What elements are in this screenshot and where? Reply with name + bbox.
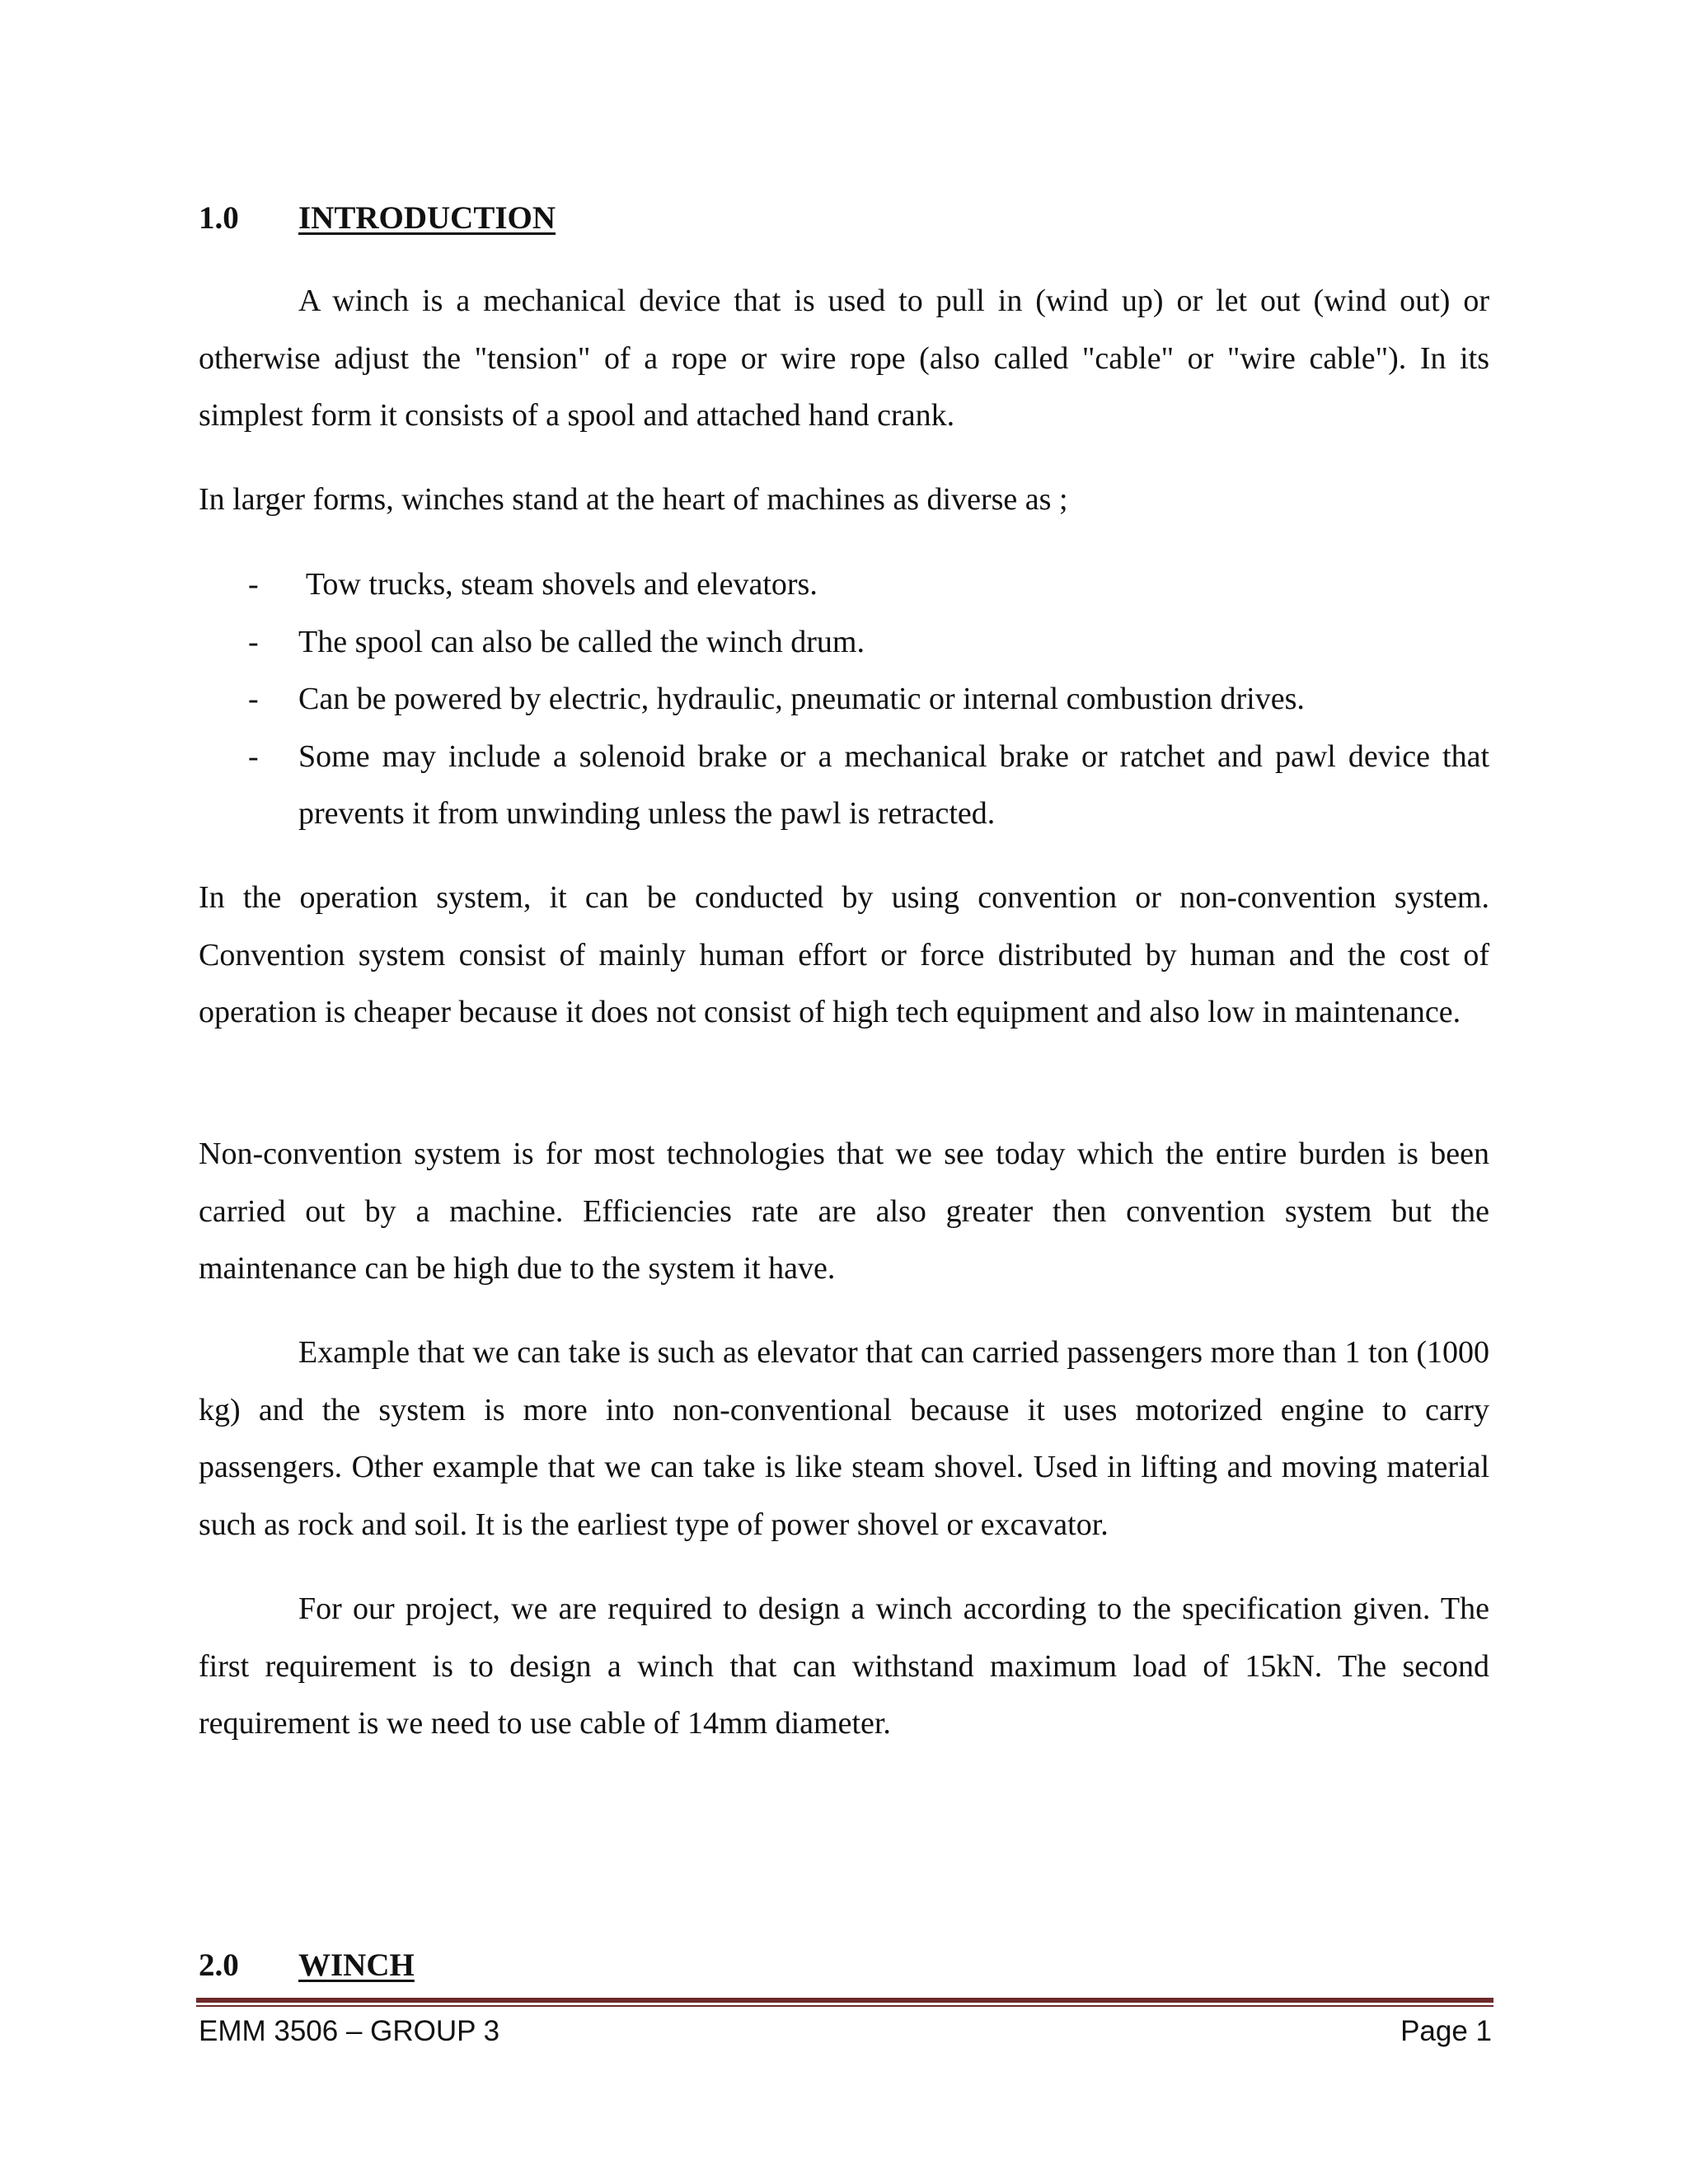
bullet-marker: -	[248, 624, 259, 659]
bullet-marker: -	[248, 738, 259, 774]
section-number: 2.0	[199, 1947, 239, 1983]
bullet-marker: -	[248, 567, 259, 602]
section-heading-introduction	[199, 198, 556, 239]
footer-divider-thick	[196, 1998, 1493, 2003]
footer-course-group: EMM 3506 – GROUP 3	[199, 2015, 500, 2047]
section-number: 1.0	[199, 200, 239, 236]
list-item	[199, 614, 1489, 672]
paragraph-project: For our project, we are required to design a winch according to the specification given. The first requirement is to design a winch that can withstand maximum load of 15kN. The second requirement is we need to use cable of 14mm diameter.	[199, 1591, 1489, 1741]
section-title: WINCH	[298, 1947, 415, 1983]
paragraph-non-convention: Non-convention system is for most technologies that we see today which the entire burden is been carried out by a machine. Efficiencies rate are also greater then convention system but the maintenance can be high due to the system it have.	[199, 1137, 1489, 1286]
bullet-text: Can be powered by electric, hydraulic, pneumatic or internal combustion drives.	[298, 682, 1305, 716]
section-heading-winch	[199, 1945, 415, 1986]
bullet-text: Some may include a solenoid brake or a mechanical brake or ratchet and pawl device that prevents it from unwinding unless the pawl is retracted.	[298, 738, 1489, 831]
bullet-marker: -	[248, 682, 259, 716]
list-item	[199, 671, 1489, 729]
list-item	[199, 729, 1489, 843]
paragraph-examples: Example that we can take is such as elevator that can carried passengers more than 1 ton (1000 kg) and the system is more into non-conventional because it uses motorized engine to carry passengers. Other example that we can take is like steam shovel. Used in lifting and moving material such as rock and soil. It is the earliest type of power shovel or excavator.	[199, 1335, 1489, 1542]
bullet-text: The spool can also be called the winch drum.	[298, 624, 865, 659]
paragraph-larger-forms: In larger forms, winches stand at the heart of machines as diverse as ;	[199, 482, 1068, 517]
bullet-text: Tow trucks, steam shovels and elevators.	[298, 567, 818, 602]
paragraph-winch-definition: A winch is a mechanical device that is used to pull in (wind up) or let out (wind out) or otherwise adjust the "tension" of a rope or wire rope (also called "cable" or "wire cable"). In its simplest form it consists of a spool and attached hand crank.	[199, 284, 1489, 433]
list-item	[199, 556, 1489, 614]
section-title: INTRODUCTION	[298, 200, 556, 236]
footer-page-number: Page 1	[1400, 2015, 1492, 2047]
bullet-list	[199, 556, 1489, 843]
paragraph-operation-system: In the operation system, it can be conducted by using convention or non-convention system. Convention system consist of mainly human effort or force distributed by human and the cost of operation is cheaper because it does not consist of high tech equipment and also low in maintenance.	[199, 880, 1489, 1029]
footer-divider-thin	[196, 2005, 1493, 2007]
